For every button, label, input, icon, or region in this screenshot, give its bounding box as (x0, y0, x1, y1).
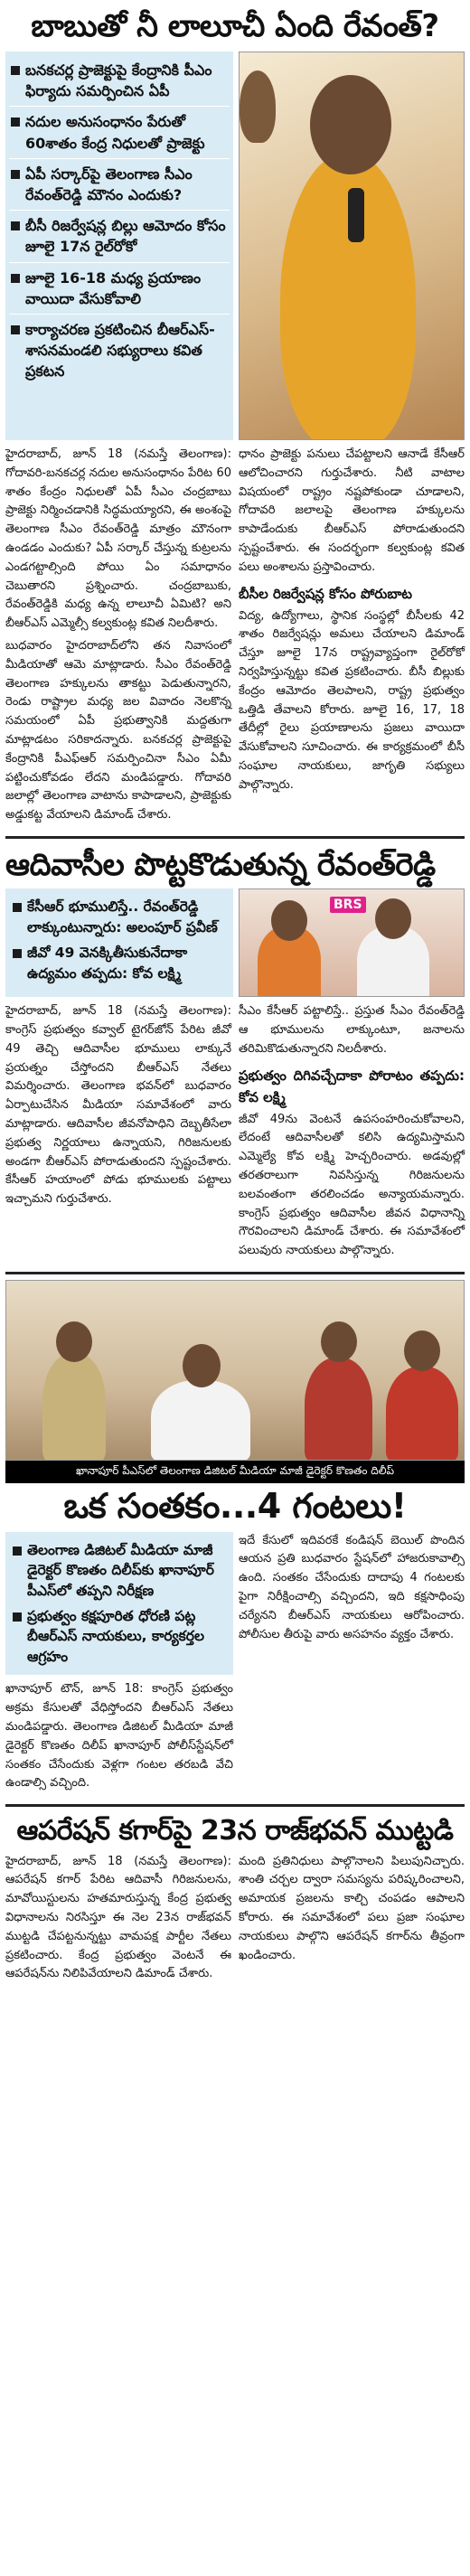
highlight-text: కార్యాచరణ ప్రకటించిన బీఆర్‌ఎస్‌-శాసనమండలి సభ్యురాలు కవిత ప్రకటన (25, 320, 215, 381)
callout-box (5, 1532, 233, 1676)
square-bullet-icon (11, 170, 20, 179)
divider (5, 1272, 465, 1274)
highlight-item (13, 1603, 226, 1669)
highlight-item (9, 159, 230, 211)
square-bullet-icon (13, 903, 22, 912)
divider (5, 836, 465, 839)
highlight-text: జీవో 49 వెనక్కితీసుకునేదాకా ఉద్యమం తప్పదు: కోవ లక్ష్మి (27, 945, 188, 982)
photo-press-meet (239, 888, 465, 997)
highlights-box (5, 52, 233, 440)
headline: ఒక సంతకం...4 గంటలు! (63, 1485, 407, 1526)
square-bullet-icon (11, 221, 20, 230)
top-row (5, 52, 465, 440)
man-checked-shirt (386, 1367, 458, 1461)
left-column (5, 1002, 231, 1264)
paragraph: బుధవారం హైదరాబాద్‌లోని తన నివాసంలో మీడియాతో ఆమె మాట్లాడారు. సీఎం రేవంత్‌రెడ్డి తెలంగాణ హక్కులను తాకట్టు పెడుతున్నారని, రెండు రాష్ట్రాల మధ్య జల వివాదం నెలకొన్న సమయంలో ఏపీ ప్రభుత్వానికి మద్దతుగా మాట్లాడటం సరికాదన్నారు. బనకచర్ల ప్రాజెక్టుపై కేంద్రానికి పీఎఫ్‌ఆర్‌ సమర్పించినా సీఎం ఏమీ పట్టించుకోవడం లేదని మండిపడ్డారు. గోదావరి జలాల్లో తెలంగాణ వాటాను కాపాడాలని, ప్రాజెక్టుకు అడ్డుకట్ట వేయాలని డిమాండ్‌ చేశారు. (5, 639, 231, 823)
right-column (239, 1853, 465, 1988)
right-column (239, 1002, 465, 1264)
highlight-item (13, 940, 226, 986)
highlight-text: ప్రభుత్వం కక్షపూరిత ధోరణి పట్ల బీఆర్‌ఎస్‌ నాయకులు, కార్యకర్తల ఆగ్రహం (27, 1607, 204, 1665)
story-raj-bhavan (5, 1812, 465, 1988)
paragraph: హైదరాబాద్‌, జూన్‌ 18 (నమస్తే తెలంగాణ): ఆపరేషన్‌ కగార్‌ పేరిట ఆదివాసీ గిరిజనులను, మావోయిస్టులను హతమారుస్తున్న కేంద్ర ప్రభుత్వ విధానాలను నిరసిస్తూ ఈ నెల 23న రాజ్‌భవన్‌ ముట్టడి చేపట్టనున్నట్టు వామపక్ష పార్టీల నేతలు ప్రకటించారు. కేంద్ర ప్రభుత్వం వెంటనే ఈ ఆపరేషన్‌ను నిలిపివేయాలని డిమాండ్‌ చేశారు. (5, 1854, 231, 1981)
headline: ఆదివాసీల పొట్టకొడుతున్న రేవంత్‌రెడ్డి (5, 847, 436, 884)
story-body (5, 1002, 465, 1264)
microphone-icon (348, 188, 364, 242)
paragraph: హైదరాబాద్‌, జూన్‌ 18 (నమస్తే తెలంగాణ): కాంగ్రెస్‌ ప్రభుత్వం కవ్వాల్‌ టైగర్‌జోన్‌ పేరిట జీవో 49 తెచ్చి ఆదివాసీల భూములు లాక్కునే ప్రయత్నం చేస్తోందని బీఆర్‌ఎస్‌ నేతలు విమర్శించారు. తెలంగాణ భవన్‌లో బుధవారం ఏర్పాటుచేసిన మీడియా సమావేశంలో వారు మాట్లాడారు. ఆదివాసీల జీవనోపాధిని దెబ్బతీసేలా ప్రభుత్వ నిర్ణయాలు ఉన్నాయని, గిరిజనులకు అండగా బీఆర్‌ఎస్‌ పోరాడుతుందని స్పష్టంచేశారు. కేసీఆర్‌ హయాంలో పోడు భూములకు పట్టాలు ఇచ్చామని గుర్తుచేశారు. (5, 1004, 231, 1207)
story-adivasi (5, 844, 465, 1264)
man-white-shirt (151, 1380, 250, 1461)
left-block (5, 1532, 233, 1798)
police-officer-head (56, 1321, 92, 1362)
subheading: ప్రభుత్వం దిగివచ్చేదాకా పోరాటం తప్పదు: కోవ లక్ష్మి (239, 1067, 465, 1105)
square-bullet-icon (11, 66, 20, 75)
story-body (5, 1532, 465, 1798)
highlight-text: నదుల అనుసంధానం పేరుతో 60శాతం కేంద్ర నిధులతో ప్రాజెక్టు (25, 113, 205, 152)
highlight-text: కేసీఆర్‌ భూములిస్తే.. రేవంత్‌రెడ్డి లాక్కుంటున్నారు: అలంపూర్‌ ప్రవీణ్‌ (27, 898, 218, 935)
paragraph: ఖానాపూర్‌ టౌన్‌, జూన్‌ 18: కాంగ్రెస్‌ ప్రభుత్వం అక్రమ కేసులతో వేధిస్తోందని బీఆర్‌ఎస్‌ నేతలు మండిపడ్డారు. తెలంగాణ డిజిటల్‌ మీడియా మాజీ డైరెక్టర్‌ కొణతం దిలీప్‌ ఖానాపూర్‌ పోలీస్‌స్టేషన్‌లో సంతకం చేసేందుకు వెళ్లగా గంటల తరబడి వేచి ఉండాల్సి వచ్చింది. (5, 1682, 233, 1791)
photo-kavitha (239, 52, 465, 440)
highlight-text: బీసీ రిజర్వేషన్ల బిల్లు ఆమోదం కోసం జూలై 17న రైల్‌రోకో (25, 217, 226, 256)
paragraph: ఇదే కేసులో ఇదివరకే కండిషన్‌ బెయిల్‌ పొందిన ఆయన ప్రతి బుధవారం స్టేషన్‌లో హాజరుకావాల్సి ఉంది. సంతకం చేసేందుకు దాదాపు 4 గంటలకు పైగా నిరీక్షించాల్సి వచ్చిందని, ఇది కక్షసాధింపు చర్యేనని బీఆర్‌ఎస్‌ నాయకులు ఆరోపించారు. పోలీసుల తీరుపై వారు అసహనం వ్యక్తం చేశారు. (239, 1533, 465, 1641)
highlight-text: ఏపీ సర్కార్‌పై తెలంగాణ సీఎం రేవంత్‌రెడ్డి మౌనం ఎందుకు? (25, 165, 193, 204)
headline: ఆపరేషన్‌ కగార్‌పై 23న రాజ్‌భవన్‌ ముట్టడి (16, 1815, 454, 1847)
highlight-item (13, 894, 226, 940)
man-checked-shirt-head (404, 1330, 440, 1371)
man-white-shirt-head (183, 1344, 221, 1387)
square-bullet-icon (13, 1612, 22, 1622)
left-column (5, 1680, 233, 1793)
person-head (310, 75, 391, 174)
right-column (239, 446, 465, 829)
subheading: బీసీల రిజర్వేషన్ల కోసం పోరుబాట (239, 585, 412, 602)
highlight-text: జూలై 16-18 మధ్య ప్రయాణం వాయిదా వేసుకోవాలి (25, 268, 202, 307)
left-column (5, 1853, 231, 1988)
paragraph: విద్య, ఉద్యోగాలు, స్థానిక సంస్థల్లో బీసీలకు 42 శాతం రిజర్వేషన్లు అమలు చేయాలని డిమాండ్‌ చేస్తూ జూలై 17న రాష్ట్రవ్యాప్తంగా రైల్‌రోకో నిర్వహిస్తున్నట్టు కవిత ప్రకటించారు. బీసీ బిల్లుకు కేంద్రం ఆమోదం తెలపాలని, రాష్ట్ర ప్రభుత్వం ఒత్తిడి తేవాలని కోరారు. జూలై 16, 17, 18 తేదీల్లో రైలు ప్రయాణాలను ప్రజలు వాయిదా వేసుకోవాలని సూచించారు. ఈ కార్యక్రమంలో బీసీ సంఘాల నాయకులు, జాగృతి సభ్యులు పాల్గొన్నారు. (239, 608, 465, 792)
square-bullet-icon (11, 118, 20, 127)
highlight-item (13, 1537, 226, 1603)
highlight-item (9, 107, 230, 158)
square-bullet-icon (11, 274, 20, 283)
top-row (5, 888, 465, 997)
photo-police-station (5, 1280, 465, 1461)
paragraph: జీవో 49ను వెంటనే ఉపసంహరించుకోవాలని, లేదంటే ఆదివాసీలతో కలిసి ఉద్యమిస్తామని ఎమ్మెల్యే కోవ లక్ష్మి హెచ్చరించారు. అడవుల్లో తరతరాలుగా నివసిస్తున్న గిరిజనులను బలవంతంగా తరలించడం అన్యాయమన్నారు. కాంగ్రెస్‌ ప్రభుత్వం ఆదివాసీల జీవన విధానాన్ని గౌరవించాలని డిమాండ్‌ చేశారు. ఈ సమావేశంలో పలువురు నాయకులు పాల్గొన్నారు. (239, 1112, 465, 1258)
square-bullet-icon (11, 325, 20, 334)
left-column (5, 446, 231, 829)
story-signature (5, 1280, 465, 1797)
background-person (240, 71, 276, 143)
square-bullet-icon (13, 949, 22, 958)
police-officer (42, 1353, 106, 1461)
highlight-item (9, 55, 230, 107)
story-body (5, 446, 465, 829)
square-bullet-icon (13, 1547, 22, 1556)
highlight-text: బనకచర్ల ప్రాజెక్టుపై కేంద్రానికి పీఎం ఫిర్యాదు సమర్పించిన ఏపీ (25, 61, 212, 100)
story-body (5, 1853, 465, 1988)
callout-box (5, 888, 233, 997)
paragraph: హైదరాబాద్‌, జూన్‌ 18 (నమస్తే తెలంగాణ): గోదావరి-బనకచర్ల నదుల అనుసంధానం పేరిట 60 శాతం కేంద్రం నిధులతో ఏపీ సీఎం చంద్రబాబు ప్రాజెక్టు నిర్మించడానికి సిద్ధమయ్యారని, ఈ అంశంపై తెలంగాణ సీఎం రేవంత్‌రెడ్డి మాత్రం మౌనంగా ఉండడం ఎందుకు? ఏపీ సర్కార్‌ చేస్తున్న కుట్రలను ఎండగట్టాల్సింది పోయి ఏం సమాధానం చెబుతారని ప్రశ్నించారు. చంద్రబాబుకు, రేవంత్‌రెడ్డికి మధ్య ఉన్న లాలూచీ ఏమిటి? అని బీఆర్‌ఎస్‌ ఎమ్మెల్సీ కల్వకుంట్ల కవిత నిలదీశారు. (5, 447, 231, 631)
right-column (239, 1532, 465, 1798)
photo-caption: ఖానాపూర్‌ పీఎస్‌లో తెలంగాణ డిజిటల్‌ మీడియా మాజీ డైరెక్టర్‌ కొణతం దిలీప్‌ (5, 1461, 465, 1483)
paragraph: సీఎం కేసీఆర్‌ పట్టాలిస్తే.. ప్రస్తుత సీఎం రేవంత్‌రెడ్డి ఆ భూములను లాక్కుంటూ, జనాలను తరిమికొడుతున్నారని నిలదీశారు. (239, 1004, 465, 1056)
person-left-head (271, 900, 307, 941)
man-red-shirt (305, 1358, 372, 1461)
highlight-item (9, 263, 230, 315)
divider (5, 1804, 465, 1807)
headline: బాబుతో నీ లాలూచీ ఏంది రేవంత్‌? (31, 8, 439, 44)
highlight-item (9, 211, 230, 262)
highlight-text: తెలంగాణ డిజిటల్‌ మీడియా మాజీ డైరెక్టర్‌ కొణతం దిలీప్‌కు ఖానాపూర్‌ పీఎస్‌లో తప్పని నిరీక్షణ (27, 1541, 214, 1599)
brs-logo: BRS (330, 897, 366, 913)
story-kavitha (5, 4, 465, 829)
paragraph: మంది ప్రతినిధులు పాల్గొనాలని పిలుపునిచ్చారు. శాంతి చర్చల ద్వారా సమస్యను పరిష్కరించాలని, అమాయక ప్రజలను కాల్చి చంపడం ఆపాలని కోరారు. ఈ సమావేశంలో పలు ప్రజా సంఘాల నాయకులు పాల్గొని ఆపరేషన్‌ కగార్‌ను తీవ్రంగా ఖండించారు. (239, 1854, 465, 1962)
man-red-shirt-head (321, 1321, 357, 1362)
person-right-head (375, 898, 411, 939)
paragraph: ధానం ప్రాజెక్టు పనులు చేపట్టాలని ఆనాడే కేసీఆర్‌ ఆలోచించారని గుర్తుచేశారు. నీటి వాటాల విషయంలో రాష్ట్రం నష్టపోకుండా చూడాలని, గోదావరి జలాలపై తెలంగాణ హక్కులను కాపాడేందుకు బీఆర్‌ఎస్‌ పోరాడుతుందని స్పష్టంచేశారు. ఈ సందర్భంగా కల్వకుంట్ల కవిత పలు అంశాలను ప్రస్తావించారు. (239, 447, 465, 574)
highlight-item (9, 315, 230, 387)
